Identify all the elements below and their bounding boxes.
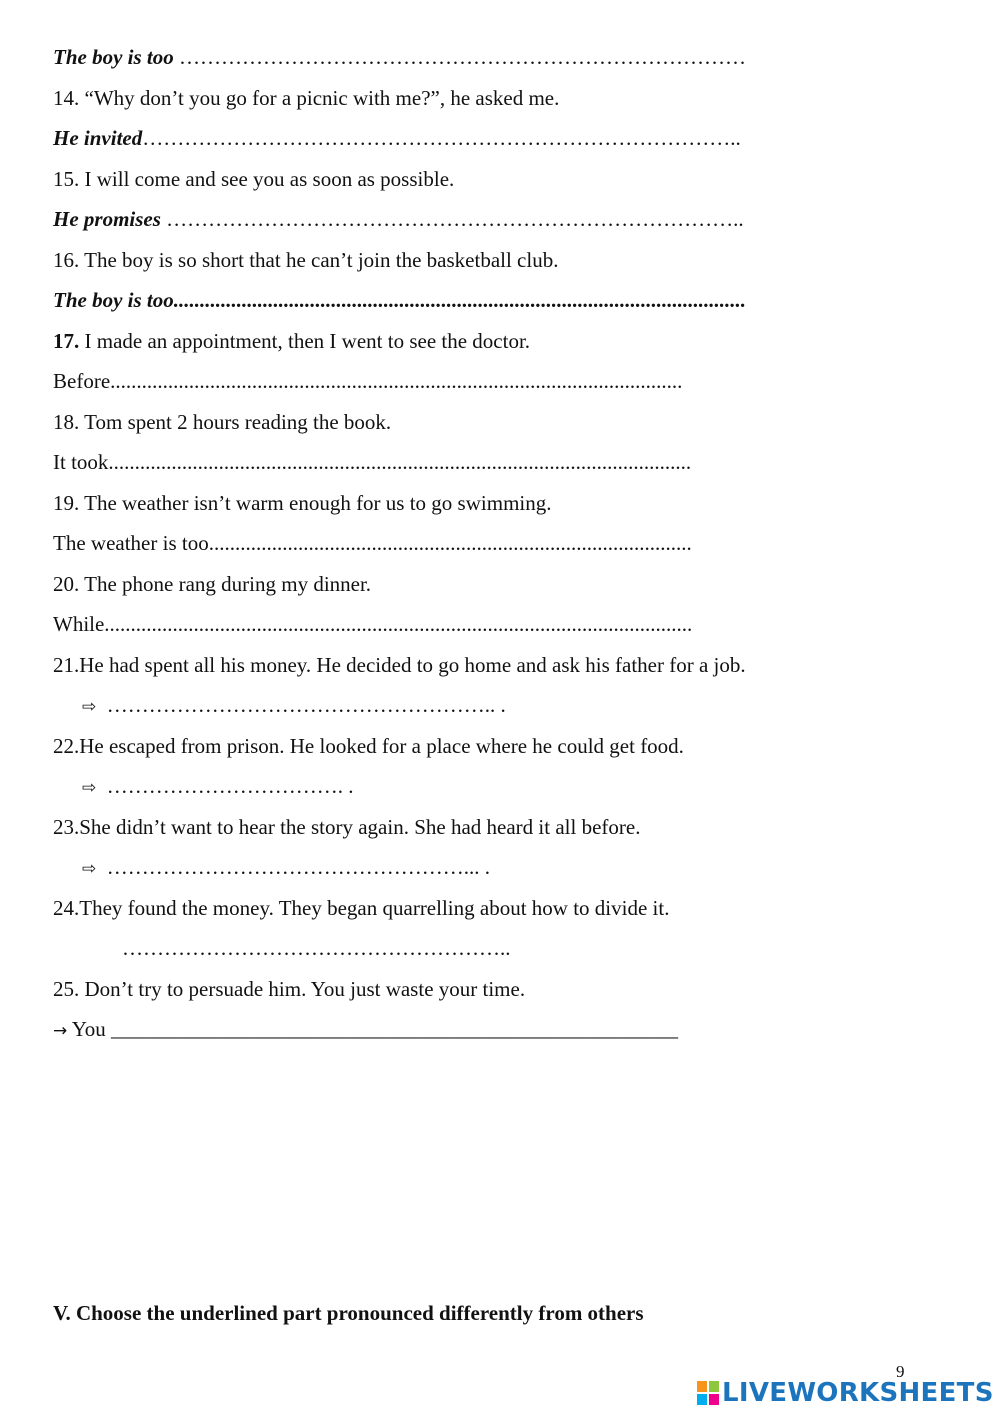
question-22: 22.He escaped from prison. He looked for a place where he could get food. — [53, 734, 684, 758]
question-23: 23.She didn’t want to hear the story again. She had heard it all before. — [53, 815, 641, 839]
question-20: 20. The phone rang during my dinner. — [53, 572, 372, 596]
arrow-right-icon: → — [53, 1021, 68, 1041]
liveworksheets-logo[interactable] — [697, 1378, 994, 1408]
question-19: 19. The weather isn’t warm enough for us to go swimming. — [53, 491, 552, 515]
question-17: 17. I made an appointment, then I went to see the doctor. — [53, 329, 531, 353]
logo-squares-icon — [697, 1381, 719, 1405]
logo-text: LIVEWORKSHEETS — [722, 1378, 994, 1408]
question-24: 24.They found the money. They began quarrelling about how to divide it. — [53, 896, 670, 920]
question-15: 15. I will come and see you as soon as possible. — [53, 167, 455, 191]
answer-line-22: ⇨ ……………………………. . — [82, 774, 354, 798]
arrow-icon: ⇨ — [82, 778, 97, 798]
answer-line-14: He invited………………………………………………………………………….. — [53, 126, 741, 150]
page-number: 9 — [896, 1362, 905, 1381]
answer-line-13: The boy is too ……………………………………………………………………… — [53, 45, 746, 69]
question-21: 21.He had spent all his money. He decided to go home and ask his father for a job. — [53, 653, 746, 677]
answer-line-20: While................................................................................................................ — [53, 612, 693, 636]
answer-line-23: ⇨ ……………………………………………... . — [82, 855, 490, 879]
answer-line-15: He promises ……………………………………………………………………….. — [53, 207, 744, 231]
answer-line-17: Before............................................................................................................. — [53, 369, 683, 393]
answer-line-21: ⇨ ……………………………………………….. . — [82, 693, 506, 717]
answer-line-25: → You ______________________________________________________ — [53, 1017, 679, 1041]
answer-line-18: It took............................................................................................................... — [53, 450, 692, 474]
question-25: 25. Don’t try to persuade him. You just waste your time. — [53, 977, 526, 1001]
question-18: 18. Tom spent 2 hours reading the book. — [53, 410, 392, 434]
arrow-icon: ⇨ — [82, 859, 97, 879]
answer-line-19: The weather is too............................................................................................ — [53, 531, 692, 555]
section-heading: V. Choose the underlined part pronounced differently from others — [53, 1301, 644, 1325]
answer-line-24: ……………………………………………….. — [122, 936, 511, 960]
question-14: 14. “Why don’t you go for a picnic with me?”, he asked me. — [53, 86, 560, 110]
question-16: 16. The boy is so short that he can’t join the basketball club. — [53, 248, 559, 272]
answer-line-16: The boy is too............................................................................................................. — [53, 288, 746, 312]
arrow-icon: ⇨ — [82, 697, 97, 717]
